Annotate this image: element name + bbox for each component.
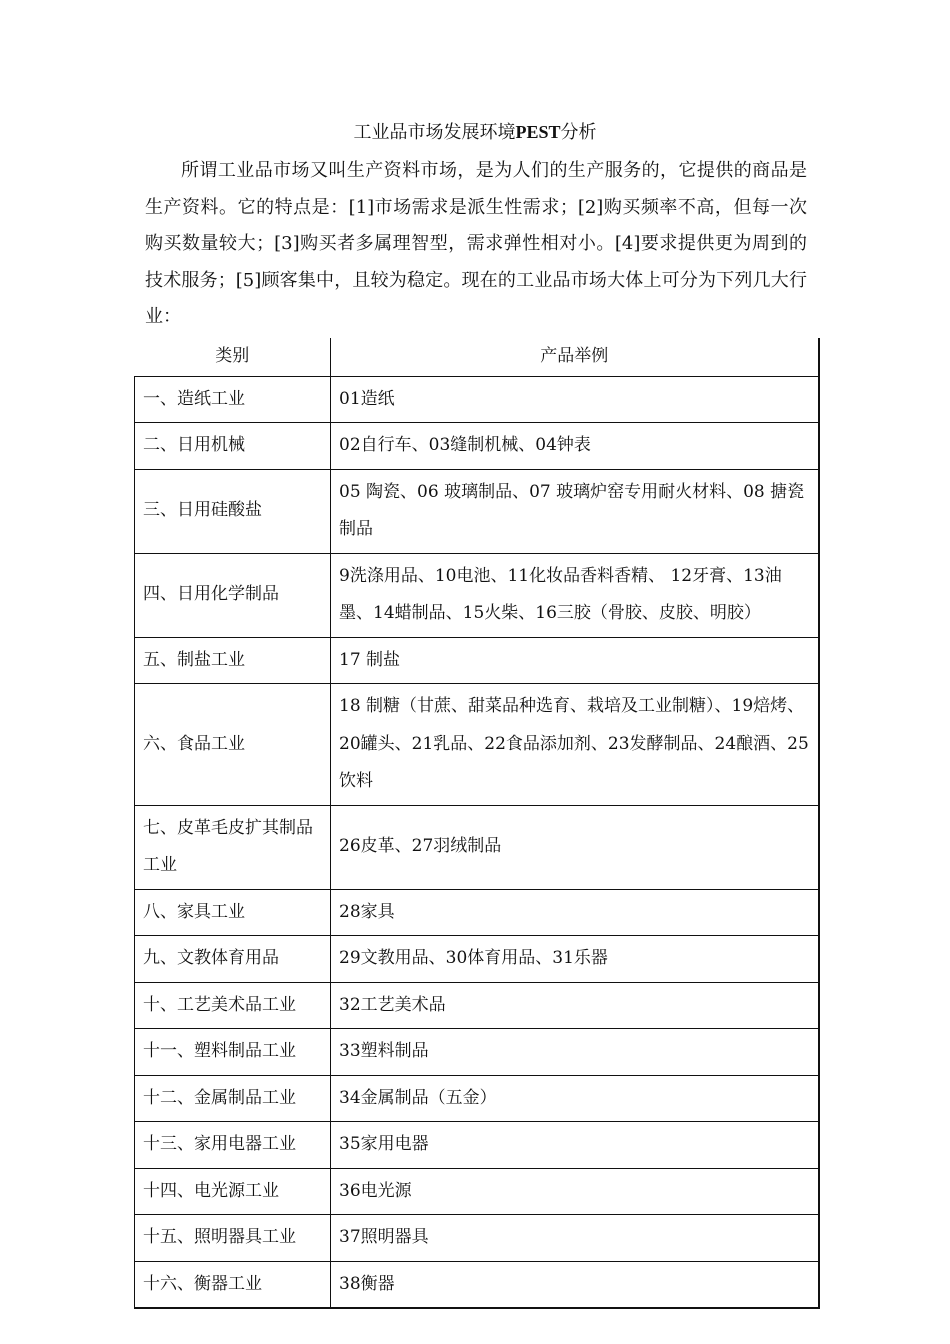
header-examples: 产品举例 bbox=[331, 338, 819, 376]
table-row bbox=[135, 889, 819, 936]
table-body bbox=[135, 376, 819, 1308]
title-latin: PEST bbox=[515, 122, 561, 142]
title-suffix: 分析 bbox=[560, 122, 597, 143]
examples-cell: 02自行车、03缝制机械、04钟表 bbox=[331, 423, 819, 470]
category-cell: 三、日用硅酸盐 bbox=[135, 469, 331, 553]
examples-cell: 36电光源 bbox=[331, 1168, 819, 1215]
category-cell: 一、造纸工业 bbox=[135, 376, 331, 423]
examples-cell: 28家具 bbox=[331, 889, 819, 936]
examples-cell: 18 制糖（甘蔗、甜菜品种选育、栽培及工业制糖）、19焙烤、20罐头、21乳品、22食品添加剂、23发酵制品、24酿酒、25饮料 bbox=[331, 684, 819, 806]
table-row bbox=[135, 376, 819, 423]
table-row bbox=[135, 684, 819, 806]
examples-cell: 35家用电器 bbox=[331, 1122, 819, 1169]
examples-cell: 37照明器具 bbox=[331, 1215, 819, 1262]
category-cell: 十一、塑料制品工业 bbox=[135, 1029, 331, 1076]
table-row bbox=[135, 1122, 819, 1169]
category-cell: 五、制盐工业 bbox=[135, 637, 331, 684]
table-row bbox=[135, 1168, 819, 1215]
examples-cell: 34金属制品（五金） bbox=[331, 1075, 819, 1122]
category-cell: 十五、照明器具工业 bbox=[135, 1215, 331, 1262]
examples-cell: 05 陶瓷、06 玻璃制品、07 玻璃炉窑专用耐火材料、08 搪瓷制品 bbox=[331, 469, 819, 553]
table-row bbox=[135, 1215, 819, 1262]
table-row bbox=[135, 805, 819, 889]
industry-table bbox=[134, 338, 820, 1309]
examples-cell: 17 制盐 bbox=[331, 637, 819, 684]
header-category: 类别 bbox=[135, 338, 331, 376]
category-cell: 七、皮革毛皮扩其制品工业 bbox=[135, 805, 331, 889]
category-cell: 十四、电光源工业 bbox=[135, 1168, 331, 1215]
title-prefix: 工业品市场发展环境 bbox=[353, 122, 516, 143]
document-title bbox=[0, 118, 950, 147]
table-row bbox=[135, 469, 819, 553]
table-row bbox=[135, 1029, 819, 1076]
category-cell: 八、家具工业 bbox=[135, 889, 331, 936]
table-row bbox=[135, 423, 819, 470]
category-cell: 十三、家用电器工业 bbox=[135, 1122, 331, 1169]
table-row bbox=[135, 1075, 819, 1122]
examples-cell: 9洗涤用品、10电池、11化妆品香料香精、 12牙膏、13油墨、14蜡制品、15火柴、16三胶（骨胶、皮胶、明胶） bbox=[331, 553, 819, 637]
category-cell: 二、日用机械 bbox=[135, 423, 331, 470]
examples-cell: 33塑料制品 bbox=[331, 1029, 819, 1076]
category-cell: 九、文教体育用品 bbox=[135, 936, 331, 983]
table-header-row bbox=[135, 338, 819, 376]
examples-cell: 26皮革、27羽绒制品 bbox=[331, 805, 819, 889]
examples-cell: 29文教用品、30体育用品、31乐器 bbox=[331, 936, 819, 983]
table-row bbox=[135, 1261, 819, 1308]
examples-cell: 38衡器 bbox=[331, 1261, 819, 1308]
examples-cell: 01造纸 bbox=[331, 376, 819, 423]
table-row bbox=[135, 936, 819, 983]
category-cell: 六、食品工业 bbox=[135, 684, 331, 806]
table-row bbox=[135, 982, 819, 1029]
table-row bbox=[135, 553, 819, 637]
examples-cell: 32工艺美术品 bbox=[331, 982, 819, 1029]
category-cell: 十、工艺美术品工业 bbox=[135, 982, 331, 1029]
category-cell: 十六、衡器工业 bbox=[135, 1261, 331, 1308]
intro-paragraph: 所谓工业品市场又叫生产资料市场，是为人们的生产服务的，它提供的商品是生产资料。它的特点是：[1]市场需求是派生性需求；[2]购买频率不高，但每一次购买数量较大；[3]购买者多属理智型，需求弹性相对小。[4]要求提供更为周到的技术服务；[5]顾客集中，且较为稳定。现在的工业品市场大体上可分为下列几大行业： bbox=[145, 160, 807, 328]
category-cell: 十二、金属制品工业 bbox=[135, 1075, 331, 1122]
category-cell: 四、日用化学制品 bbox=[135, 553, 331, 637]
table-row bbox=[135, 637, 819, 684]
